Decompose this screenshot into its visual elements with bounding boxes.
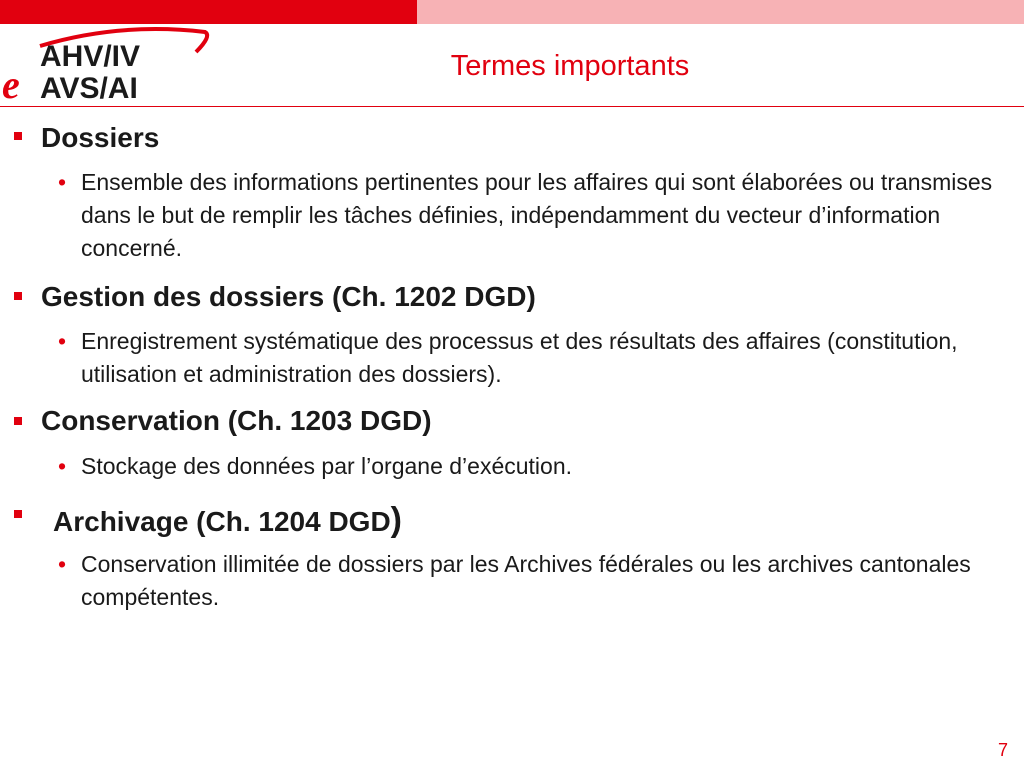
square-bullet-icon: [14, 292, 22, 300]
page-number: 7: [997, 740, 1008, 760]
bullet-dot-icon: •: [58, 551, 67, 577]
header-band-pink: [417, 0, 1024, 24]
section-heading: Dossiers: [41, 122, 160, 153]
list-item-text: Enregistrement systématique des processus et des résultats des affaires (constitution, utilisation et administration des dossiers).: [81, 328, 958, 387]
page-title: Termes importants: [450, 50, 690, 82]
section-heading: Conservation (Ch. 1203 DGD): [41, 405, 432, 436]
logo-e: e: [2, 62, 20, 106]
section-heading-paren: ): [390, 501, 402, 539]
list-item-text: Ensemble des informations pertinentes pour les affaires qui sont élaborées ou transmises dans le but de remplir les tâches définies, indépendamment du vecteur d’information concerné.: [81, 169, 993, 261]
bullet-dot-icon: •: [58, 328, 67, 354]
section-heading-text: Archivage (Ch. 1204 DGD: [53, 506, 391, 537]
header-divider: [0, 106, 1024, 107]
section-heading: [53, 501, 402, 540]
section-heading: Gestion des dossiers (Ch. 1202 DGD): [41, 281, 536, 312]
list-item-text: Stockage des données par l’organe d’exécution.: [81, 453, 573, 479]
list-item: [58, 325, 1008, 391]
bullet-dot-icon: •: [58, 169, 67, 195]
square-bullet-icon: [14, 417, 22, 425]
list-item: [58, 548, 1008, 614]
logo-line-1: AHV/IV: [40, 40, 141, 73]
logo-line-2: AVS/AI: [40, 72, 138, 105]
list-item: [58, 450, 1008, 483]
bullet-dot-icon: •: [58, 453, 67, 479]
list-item-text: Conservation illimitée de dossiers par les Archives fédérales ou les archives cantonales compétentes.: [81, 551, 971, 610]
square-bullet-icon: [14, 132, 22, 140]
ahv-avs-logo: [0, 26, 220, 106]
header-band-red: [0, 0, 417, 24]
square-bullet-icon: [14, 510, 22, 518]
list-item: [58, 166, 1008, 265]
